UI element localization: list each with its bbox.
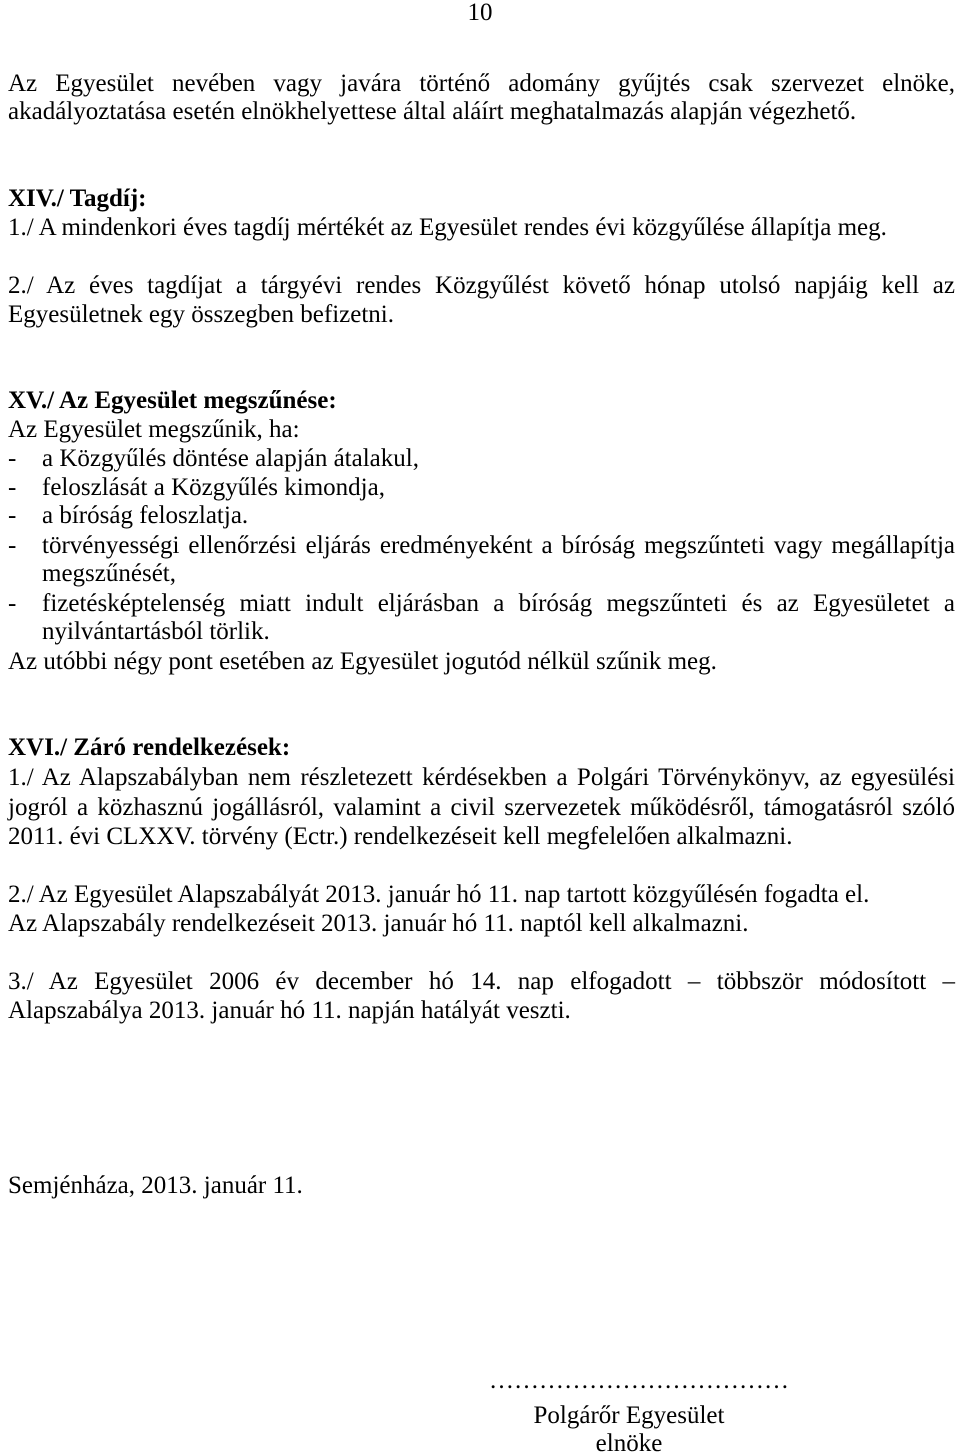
section-heading-xiv: XIV./ Tagdíj:	[8, 185, 147, 212]
list-item-text: nyilvántartásból törlik.	[42, 618, 270, 645]
list-item-text: feloszlását a Közgyűlés kimondja,	[42, 474, 385, 501]
paragraph-line: jogról a közhasznú jogállásról, valamint a civil szervezetek működésről, támogatásról szóló	[8, 794, 955, 821]
place-date: Semjénháza, 2013. január 11.	[8, 1172, 303, 1199]
list-bullet: -	[8, 474, 17, 501]
closing-line: Az utóbbi négy pont esetében az Egyesület jogutód nélkül szűnik meg.	[8, 648, 717, 675]
list-item-text: fizetésképtelenség miatt indult eljárásban a bíróság megszűnteti és az Egyesületet a	[42, 590, 955, 617]
paragraph-line: 2011. évi CLXXV. törvény (Ectr.) rendelkezéseit kell megfelelően alkalmazni.	[8, 823, 793, 850]
list-item-text: a Közgyűlés döntése alapján átalakul,	[42, 445, 419, 472]
list-item	[0, 501, 960, 530]
list-bullet: -	[8, 532, 17, 559]
list-item	[0, 589, 960, 618]
intro-line: akadályoztatása esetén elnökhelyettese által aláírt meghatalmazás alapján végezhető.	[8, 98, 857, 125]
section-heading-xv: XV./ Az Egyesület megszűnése:	[8, 387, 337, 414]
list-item	[0, 444, 960, 473]
intro-line: Az Egyesület nevében vagy javára történő adomány gyűjtés csak szervezet elnöke,	[8, 70, 955, 97]
page-number: 10	[467, 0, 493, 26]
list-bullet: -	[8, 502, 17, 529]
signature-role: elnöke	[595, 1430, 663, 1456]
paragraph-line: 1./ A mindenkori éves tagdíj mértékét az Egyesület rendes évi közgyűlése állapítja meg.	[8, 214, 887, 241]
list-item-continuation	[0, 617, 960, 646]
paragraph-line: Az Alapszabály rendelkezéseit 2013. január hó 11. naptól kell alkalmazni.	[8, 910, 749, 937]
section-heading-xvi: XVI./ Záró rendelkezések:	[8, 734, 291, 761]
list-item-text: megszűnését,	[42, 560, 176, 587]
paragraph-line: Egyesületnek egy összegben befizetni.	[8, 301, 394, 328]
signature-organization: Polgárőr Egyesület	[533, 1402, 725, 1429]
paragraph-line: 2./ Az éves tagdíjat a tárgyévi rendes Közgyűlést követő hónap utolsó napjáig kell az	[8, 272, 955, 299]
list-bullet: -	[8, 445, 17, 472]
list-bullet: -	[8, 590, 17, 617]
list-item-text: a bíróság feloszlatja.	[42, 502, 249, 529]
list-item	[0, 473, 960, 502]
list-intro: Az Egyesület megszűnik, ha:	[8, 416, 300, 443]
signature-line: ………………………………	[489, 1367, 789, 1394]
paragraph-line: 2./ Az Egyesület Alapszabályát 2013. január hó 11. nap tartott közgyűlésén fogadta el.	[8, 881, 870, 908]
paragraph-line: 1./ Az Alapszabályban nem részletezett kérdésekben a Polgári Törvénykönyv, az egyesülési	[8, 764, 955, 791]
list-item-continuation	[0, 559, 960, 588]
paragraph-line: Alapszabálya 2013. január hó 11. napján hatályát veszti.	[8, 997, 571, 1024]
list-item	[0, 531, 960, 560]
list-item-text: törvényességi ellenőrzési eljárás eredményeként a bíróság megszűnteti vagy megállapítja	[42, 532, 955, 559]
paragraph-line: 3./ Az Egyesület 2006 év december hó 14. nap elfogadott – többször módosított –	[8, 968, 955, 995]
